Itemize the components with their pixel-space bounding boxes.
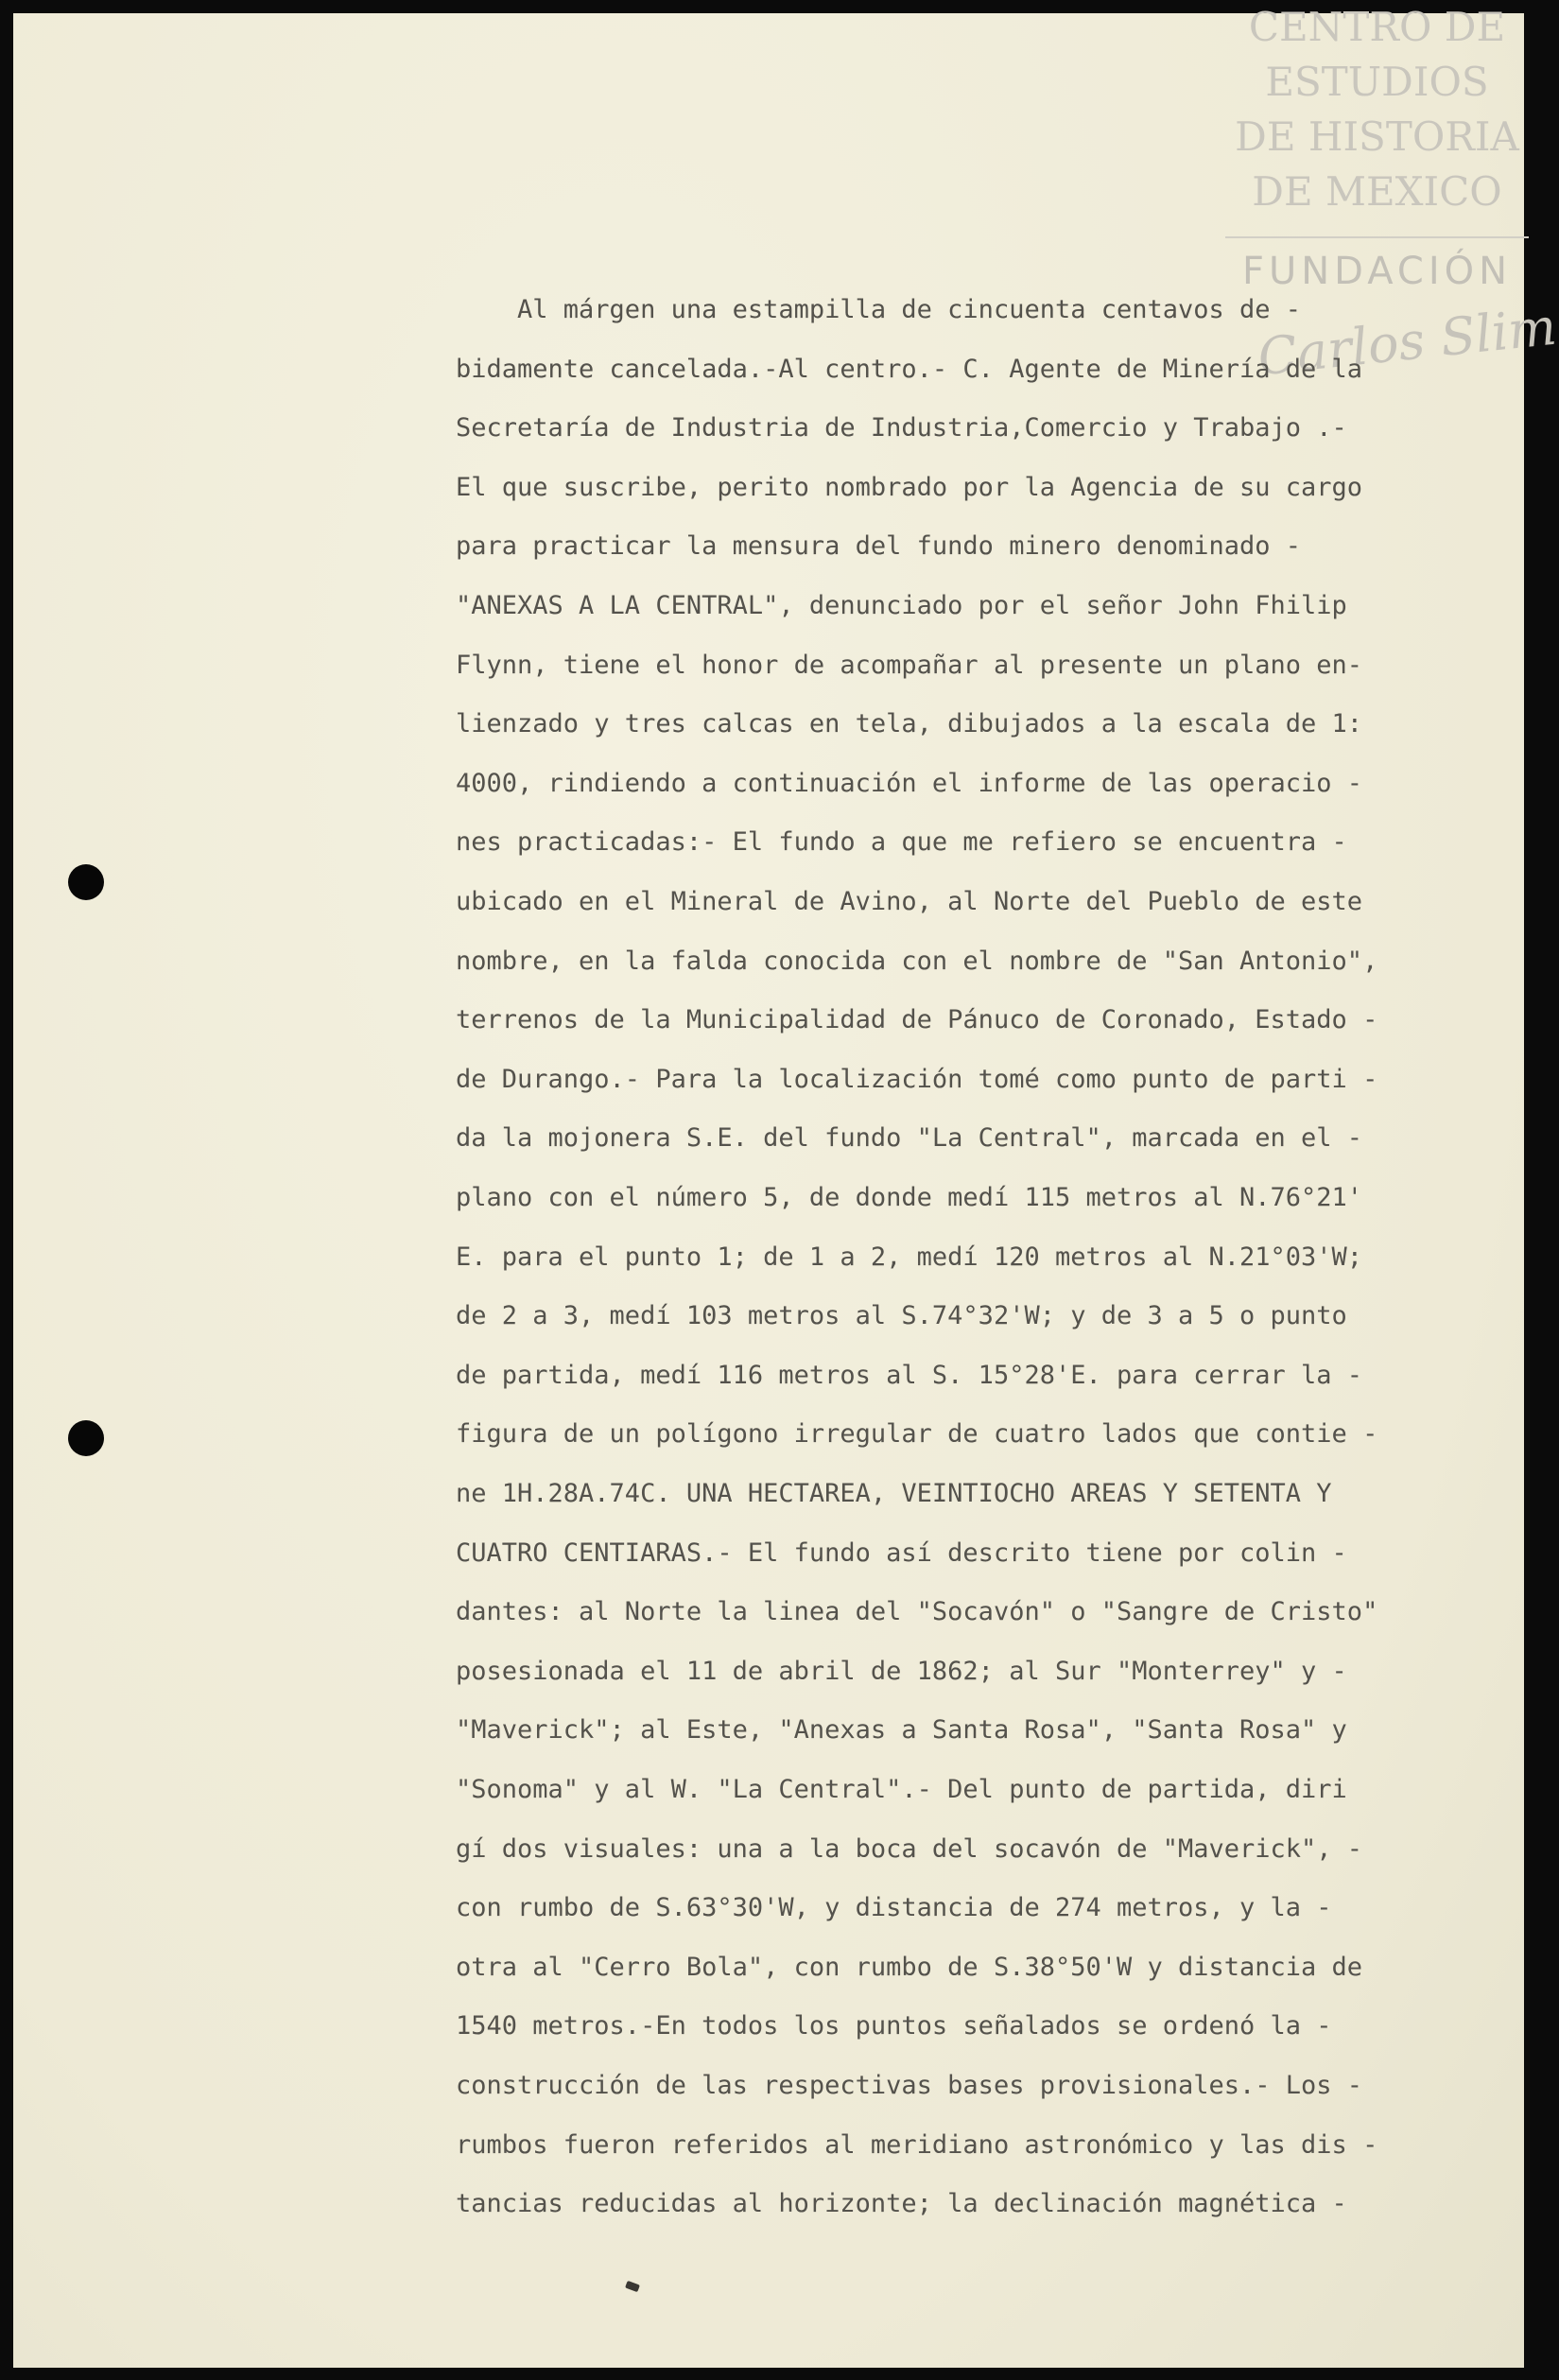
watermark-divider <box>1225 236 1529 238</box>
text-line: "Sonoma" y al W. "La Central".- Del punto de partida, diri <box>456 1775 1347 1804</box>
text-line: Secretaría de Industria de Industria,Comercio y Trabajo .- <box>456 413 1347 443</box>
text-line: de 2 a 3, medí 103 metros al S.74°32'W; y de 3 a 5 o punto <box>456 1301 1347 1330</box>
text-line: bidamente cancelada.-Al centro.- C. Agente de Minería de la <box>456 355 1363 384</box>
text-line: figura de un polígono irregular de cuatro lados que contie - <box>456 1419 1378 1449</box>
watermark-line: CENTRO DE <box>1248 4 1506 50</box>
watermark-foundation: FUNDACIÓN <box>1241 250 1513 293</box>
text-line: CUATRO CENTIARAS.- El fundo así descrito tiene por colin - <box>456 1538 1347 1568</box>
text-line: E. para el punto 1; de 1 a 2, medí 120 metros al N.21°03'W; <box>456 1242 1363 1272</box>
punch-hole-upper <box>68 864 104 900</box>
text-line: construcción de las respectivas bases provisionales.- Los - <box>456 2071 1363 2100</box>
watermark-line: DE HISTORIA <box>1235 113 1519 160</box>
watermark-signature: Carlos Slim <box>1255 296 1559 388</box>
text-line: ubicado en el Mineral de Avino, al Norte del Pueblo de este <box>456 887 1363 916</box>
text-line: da la mojonera S.E. del fundo "La Central", marcada en el - <box>456 1123 1363 1153</box>
text-line: para practicar la mensura del fundo minero denominado - <box>456 531 1302 561</box>
watermark-line: ESTUDIOS <box>1265 59 1489 105</box>
text-line: con rumbo de S.63°30'W, y distancia de 274 metros, y la - <box>456 1893 1332 1922</box>
text-line: "Maverick"; al Este, "Anexas a Santa Rosa", "Santa Rosa" y <box>456 1715 1347 1745</box>
text-line: gí dos visuales: una a la boca del socavón de "Maverick", - <box>456 1834 1363 1864</box>
text-line: de partida, medí 116 metros al S. 15°28'E. para cerrar la - <box>456 1361 1363 1390</box>
text-line: nes practicadas:- El fundo a que me refiero se encuentra - <box>456 827 1347 857</box>
text-line: plano con el número 5, de donde medí 115 metros al N.76°21' <box>456 1183 1363 1212</box>
text-line: ne 1H.28A.74C. UNA HECTAREA, VEINTIOCHO AREAS Y SETENTA Y <box>456 1479 1332 1508</box>
text-line: Al márgen una estampilla de cincuenta centavos de - <box>456 295 1302 324</box>
text-line: lienzado y tres calcas en tela, dibujados a la escala de 1: <box>456 709 1363 738</box>
text-line: terrenos de la Municipalidad de Pánuco de Coronado, Estado - <box>456 1005 1378 1034</box>
text-line: otra al "Cerro Bola", con rumbo de S.38°50'W y distancia de <box>456 1953 1363 1982</box>
text-line: 4000, rindiendo a continuación el informe de las operacio - <box>456 769 1363 798</box>
text-line: nombre, en la falda conocida con el nombre de "San Antonio", <box>456 947 1378 976</box>
text-line: posesionada el 11 de abril de 1862; al Sur "Monterrey" y - <box>456 1657 1347 1686</box>
text-line: El que suscribe, perito nombrado por la Agencia de su cargo <box>456 473 1363 502</box>
text-line: dantes: al Norte la linea del "Socavón" o "Sangre de Cristo" <box>456 1597 1378 1626</box>
archive-watermark <box>1225 0 1529 219</box>
text-line: tancias reducidas al horizonte; la declinación magnética - <box>456 2189 1347 2218</box>
text-line: de Durango.- Para la localización tomé como punto de parti - <box>456 1065 1378 1094</box>
punch-hole-lower <box>68 1420 104 1456</box>
watermark-line: DE MEXICO <box>1252 168 1502 215</box>
text-line: "ANEXAS A LA CENTRAL", denunciado por el señor John Fhilip <box>456 591 1347 620</box>
text-line: 1540 metros.-En todos los puntos señalados se ordenó la - <box>456 2011 1332 2041</box>
text-line: rumbos fueron referidos al meridiano astronómico y las dis - <box>456 2130 1378 2160</box>
text-line: Flynn, tiene el honor de acompañar al presente un plano en- <box>456 651 1363 680</box>
